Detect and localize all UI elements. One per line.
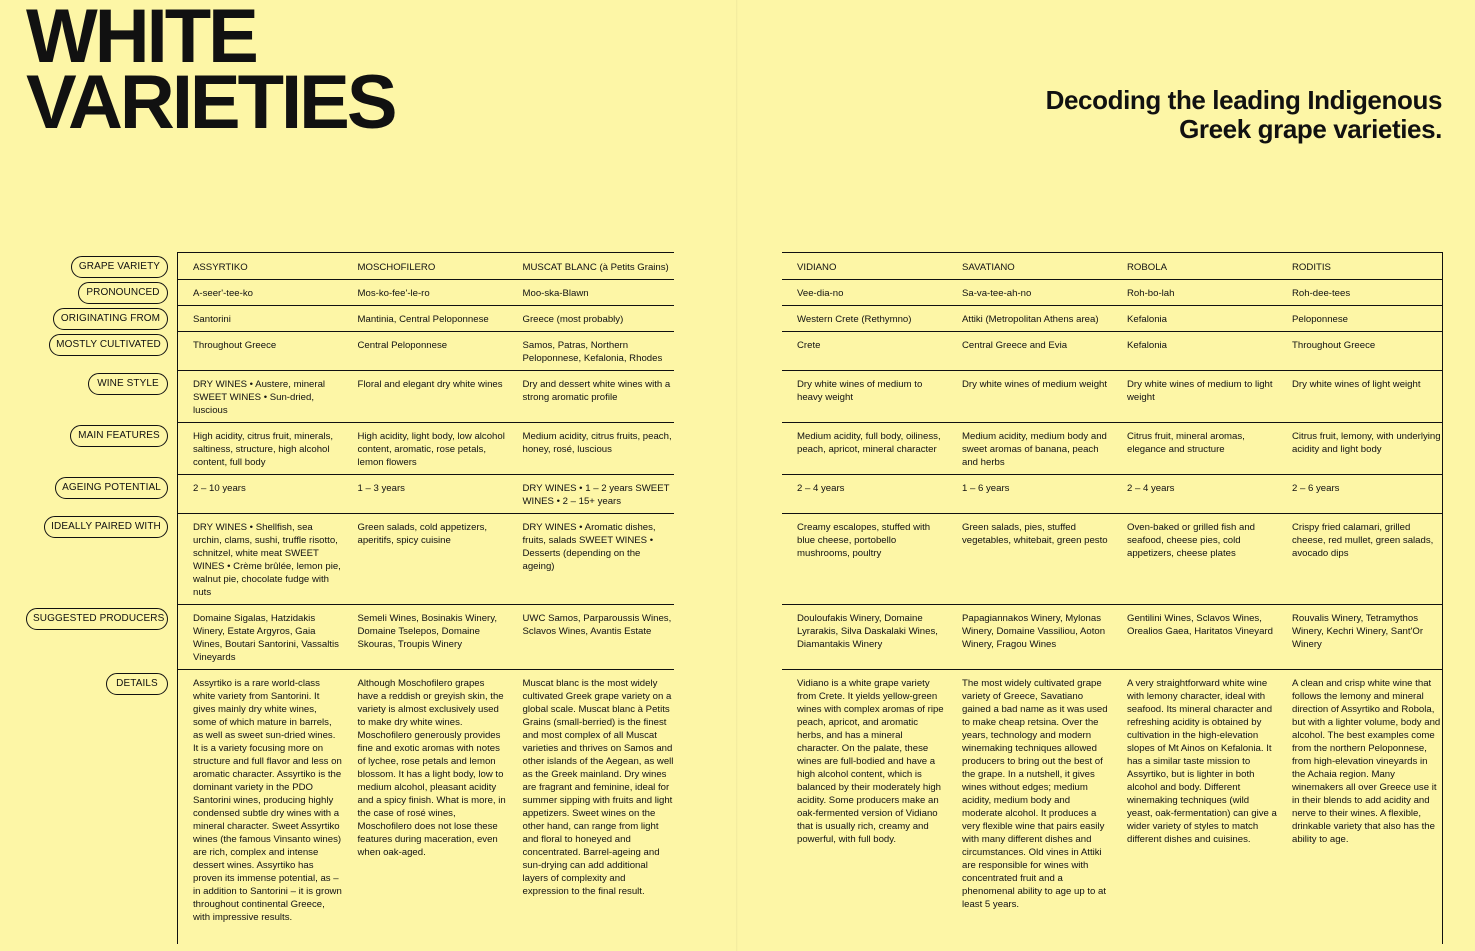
- cell-origin: Peloponnese: [1277, 306, 1443, 332]
- cell-pronounced: Mos-ko-fee'-le-ro: [343, 280, 508, 306]
- row-ageing: [178, 475, 675, 514]
- cell-details: Muscat blanc is the most widely cultivated Greek grape variety on a global scale. Muscat blanc à Petits Grains (small-berried) is the finest and most complex of all Muscat varieties and thrives on Samos and other islands of the Aegean, as well as the Greek mainland. Dry wines are fragrant and feminine, ideal for summer sipping with fruits and light appetizers. Sweet wines on the other hand, can range from light and floral to honeyed and concentrated. Barrel-ageing and sun-drying can add additional layers of complexity and expression to the final result.: [522, 678, 674, 897]
- cell-name: ASSYRTIKO: [178, 253, 343, 280]
- row-pairing: [178, 514, 675, 605]
- row-producers: [178, 605, 675, 670]
- cell-producers: UWC Samos, Parparoussis Wines, Sclavos Wines, Avantis Estate: [508, 605, 675, 670]
- row-label-ideally-paired-with: IDEALLY PAIRED WITH: [44, 516, 168, 538]
- title-line-2: VARIETIES: [26, 60, 395, 145]
- cell-features: High acidity, light body, low alcohol content, aromatic, rose petals, lemon flowers: [343, 423, 508, 475]
- row-wine-style: [178, 371, 675, 423]
- cell-pronounced: Moo-ska-Blawn: [508, 280, 675, 306]
- row-wine-style: [782, 371, 1443, 423]
- cell-name: RODITIS: [1277, 253, 1443, 280]
- row-label-originating-from: ORIGINATING FROM: [53, 308, 168, 330]
- cell-details: Although Moschofilero grapes have a reddish or greyish skin, the variety is almost exclusively used to make dry white wines. Moschofilero generously provides fine and exotic aromas with notes of lychee, rose petals and lemon blossom. It has a light body, low to medium alcohol, pleasant acidity and a spicy finish. What is more, in the case of rosé wines, Moschofilero does not lose these features during maceration, even when oak-aged.: [357, 678, 506, 858]
- cell-producers: Domaine Sigalas, Hatzidakis Winery, Estate Argyros, Gaia Wines, Boutari Santorini, Vassaltis Vineyards: [178, 605, 343, 670]
- cell-ageing: 2 – 4 years: [782, 475, 947, 514]
- subtitle-line-1: Decoding the leading Indigenous: [1045, 85, 1442, 115]
- cell-origin: Western Crete (Rethymno): [782, 306, 947, 332]
- cell-details: A very straightforward white wine with lemony character, ideal with seafood. Its mineral character and refreshing acidity is obtained by cultivation in the high-elevation slopes of Mt Ainos on Kefalonia. It has a similar taste mission to Assyrtiko, but is lighter in both alcohol and body. Different winemaking techniques (wild yeast, oak-fermentation) can give a wider variety of styles to match different dishes and cuisines.: [1127, 678, 1277, 845]
- cell-origin: Kefalonia: [1112, 306, 1277, 332]
- row-pronounced: [178, 280, 675, 306]
- cell-cultivated: Central Greece and Evia: [947, 332, 1112, 371]
- cell-features: Citrus fruit, mineral aromas, elegance and structure: [1112, 423, 1277, 475]
- cell-origin: Greece (most probably): [508, 306, 675, 332]
- cell-producers: Gentilini Wines, Sclavos Wines, Orealios Gaea, Haritatos Vineyard: [1112, 605, 1277, 670]
- cell-style: Floral and elegant dry white wines: [343, 371, 508, 423]
- cell-cultivated: Central Peloponnese: [343, 332, 508, 371]
- cell-producers: Semeli Wines, Bosinakis Winery, Domaine Tselepos, Domaine Skouras, Troupis Winery: [343, 605, 508, 670]
- cell-cultivated: Throughout Greece: [1277, 332, 1443, 371]
- row-label-details: DETAILS: [106, 673, 168, 695]
- cell-name: VIDIANO: [782, 253, 947, 280]
- cell-ageing: 2 – 10 years: [178, 475, 343, 514]
- cell-style: Dry white wines of medium weight: [947, 371, 1112, 423]
- row-details: [178, 670, 675, 944]
- cell-name: ROBOLA: [1112, 253, 1277, 280]
- row-pronounced: [782, 280, 1443, 306]
- row-main-features: [782, 423, 1443, 475]
- cell-pairing: Green salads, pies, stuffed vegetables, whitebait, green pesto: [947, 514, 1112, 605]
- row-details: [782, 670, 1443, 944]
- cell-cultivated: Crete: [782, 332, 947, 371]
- page-title: [26, 0, 395, 145]
- cell-pairing: DRY WINES • Aromatic dishes, fruits, salads SWEET WINES • Desserts (depending on the ageing): [508, 514, 675, 605]
- row-label-grape-variety: GRAPE VARIETY: [71, 256, 168, 278]
- cell-producers: Papagiannakos Winery, Mylonas Winery, Domaine Vassiliou, Aoton Winery, Fragou Wines: [947, 605, 1112, 670]
- cell-origin: Attiki (Metropolitan Athens area): [947, 306, 1112, 332]
- row-label-suggested-producers: SUGGESTED PRODUCERS: [26, 608, 168, 630]
- cell-name: MOSCHOFILERO: [343, 253, 508, 280]
- cell-style: Dry and dessert white wines with a strong aromatic profile: [508, 371, 675, 423]
- cell-pronounced: Sa-va-tee-ah-no: [947, 280, 1112, 306]
- cell-ageing: 2 – 6 years: [1277, 475, 1443, 514]
- cell-details: A clean and crisp white wine that follows the lemony and mineral direction of Assyrtiko and Robola, but with a lighter volume, body and alcohol. The best examples come from the northern Peloponnese, from high-elevation vineyards in the Achaia region. Many winemakers all over Greece use it in their blends to add acidity and nerve to their wines. A flexible, drinkable variety that also has the ability to age.: [1292, 678, 1441, 845]
- cell-pairing: Creamy escalopes, stuffed with blue cheese, portobello mushrooms, poultry: [782, 514, 947, 605]
- cell-pairing: Crispy fried calamari, grilled cheese, red mullet, green salads, avocado dips: [1277, 514, 1443, 605]
- row-grape-variety: [782, 253, 1443, 280]
- subtitle-line-2: Greek grape varieties.: [1179, 114, 1442, 144]
- cell-cultivated: Samos, Patras, Northern Peloponnese, Kefalonia, Rhodes: [508, 332, 675, 371]
- row-label-pronounced: PRONOUNCED: [78, 282, 168, 304]
- cell-details: The most widely cultivated grape variety of Greece, Savatiano gained a bad name as it was used to make cheap retsina. Over the years, technology and modern winemaking techniques allowed producers to bring out the best of the grape. In a nutshell, it gives wines without edges; medium acidity, medium body and moderate alcohol. It produces a very flexible wine that pairs easily with many different dishes and circumstances. Old vines in Attiki are responsible for wines with concentrated fruit and a phenomenal ability to age up to at least 5 years.: [962, 678, 1108, 910]
- cell-cultivated: Throughout Greece: [178, 332, 343, 371]
- cell-ageing: 1 – 3 years: [343, 475, 508, 514]
- cell-cultivated: Kefalonia: [1112, 332, 1277, 371]
- page-subtitle: [922, 86, 1442, 144]
- row-origin: [782, 306, 1443, 332]
- cell-pronounced: Vee-dia-no: [782, 280, 947, 306]
- cell-ageing: 1 – 6 years: [947, 475, 1112, 514]
- cell-features: Citrus fruit, lemony, with underlying acidity and light body: [1277, 423, 1443, 475]
- cell-producers: Douloufakis Winery, Domaine Lyrarakis, Silva Daskalaki Wines, Diamantakis Winery: [782, 605, 947, 670]
- cell-style: Dry white wines of light weight: [1277, 371, 1443, 423]
- cell-details: Assyrtiko is a rare world-class white variety from Santorini. It gives mainly dry white wines, some of which mature in barrels, as well as sweet sun-dried wines. It is a variety focusing more on structure and full flavor and less on aromatic character. Assyrtiko is the dominant variety in the PDO Santorini wines, producing highly condensed subtle dry wines with a mineral character. Sweet Assyrtiko wines (the famous Vinsanto wines) are rich, complex and intense dessert wines. Assyrtiko has proven its immense potential, as – in addition to Santorini – it is grown throughout continental Greece, with impressive results.: [193, 678, 342, 923]
- row-label-main-features: MAIN FEATURES: [70, 425, 168, 447]
- cell-ageing: 2 – 4 years: [1112, 475, 1277, 514]
- varieties-table-right: [782, 252, 1443, 944]
- cell-pairing: DRY WINES • Shellfish, sea urchin, clams, sushi, truffle risotto, schnitzel, white meat SWEET WINES • Crème brûlée, lemon pie, walnut pie, chocolate fudge with nuts: [178, 514, 343, 605]
- cell-ageing: DRY WINES • 1 – 2 years SWEET WINES • 2 – 15+ years: [508, 475, 675, 514]
- row-cultivated: [782, 332, 1443, 371]
- row-producers: [782, 605, 1443, 670]
- cell-name: MUSCAT BLANC (à Petits Grains): [508, 253, 675, 280]
- cell-producers: Rouvalis Winery, Tetramythos Winery, Kechri Winery, Sant'Or Winery: [1277, 605, 1443, 670]
- row-label-mostly-cultivated: MOSTLY CULTIVATED: [49, 334, 168, 356]
- cell-pronounced: A-seer'-tee-ko: [178, 280, 343, 306]
- cell-details: Vidiano is a white grape variety from Crete. It yields yellow-green wines with complex aromas of ripe peach, apricot, and aromatic herbs, and has a mineral character. On the palate, these wines are full-bodied and have a high alcohol content, which is balanced by their moderately high acidity. Some producers make an oak-fermented version of Vidiano that is usually rich, creamy and powerful, with full body.: [797, 678, 944, 845]
- cell-pronounced: Roh-bo-lah: [1112, 280, 1277, 306]
- row-cultivated: [178, 332, 675, 371]
- cell-origin: Mantinia, Central Peloponnese: [343, 306, 508, 332]
- cell-features: Medium acidity, citrus fruits, peach, honey, rosé, luscious: [508, 423, 675, 475]
- varieties-table-left: [177, 252, 674, 944]
- cell-features: High acidity, citrus fruit, minerals, saltiness, structure, high alcohol content, full body: [178, 423, 343, 475]
- cell-origin: Santorini: [178, 306, 343, 332]
- cell-pairing: Green salads, cold appetizers, aperitifs, spicy cuisine: [343, 514, 508, 605]
- cell-name: SAVATIANO: [947, 253, 1112, 280]
- row-origin: [178, 306, 675, 332]
- row-grape-variety: [178, 253, 675, 280]
- cell-style: DRY WINES • Austere, mineral SWEET WINES • Sun-dried, luscious: [178, 371, 343, 423]
- title-line-1: WHITE: [26, 0, 256, 79]
- row-label-ageing-potential: AGEING POTENTIAL: [55, 477, 168, 499]
- page-gutter: [736, 0, 738, 951]
- row-ageing: [782, 475, 1443, 514]
- cell-style: Dry white wines of medium to light weight: [1112, 371, 1277, 423]
- cell-pairing: Oven-baked or grilled fish and seafood, cheese pies, cold appetizers, cheese plates: [1112, 514, 1277, 605]
- cell-features: Medium acidity, full body, oiliness, peach, apricot, mineral character: [782, 423, 947, 475]
- row-label-wine-style: WINE STYLE: [88, 373, 168, 395]
- row-pairing: [782, 514, 1443, 605]
- row-main-features: [178, 423, 675, 475]
- cell-style: Dry white wines of medium to heavy weight: [782, 371, 947, 423]
- cell-pronounced: Roh-dee-tees: [1277, 280, 1443, 306]
- cell-features: Medium acidity, medium body and sweet aromas of banana, peach and herbs: [947, 423, 1112, 475]
